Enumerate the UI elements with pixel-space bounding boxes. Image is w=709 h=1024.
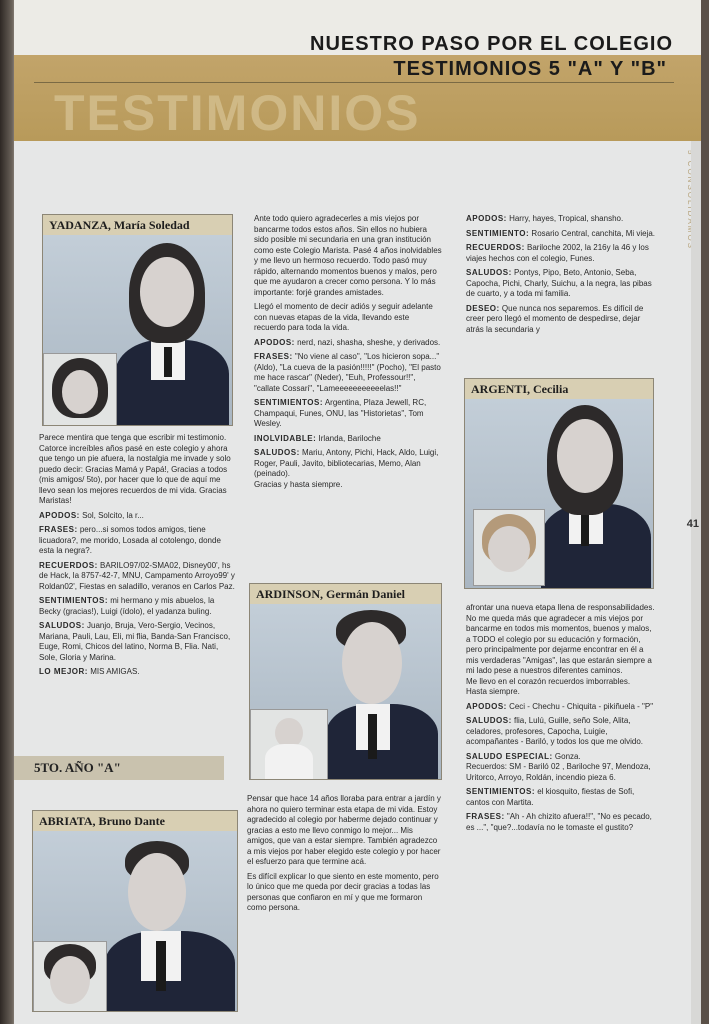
portrait-card-abriata — [32, 810, 238, 1012]
student-name: ABRIATA, Bruno Dante — [33, 811, 237, 831]
portrait-card-argenti — [464, 378, 654, 589]
testimonial-ardinson: Pensar que hace 14 años lloraba para entrar a jardín y ahora no quiero terminar esta etapa de mi vida. Estoy agradecido al colegio por haberme dejado continuar y gracias a esto me llevo conmigo lo mejor... Mis amigos, que van a estar siempre. También agradezco a mis viejos por haber elegido este colegio y por hacer el esfuerzo para que termine acá. Es difícil explicar lo que siento en este momento, pero lo único que me queda por decir gracias a todas las personas que confiaron en mí y que me formaron como persona. — [247, 794, 441, 912]
childhood-photo — [250, 709, 328, 779]
student-photo — [465, 399, 653, 588]
student-photo — [250, 604, 441, 779]
testimonial-argenti: afrontar una nueva etapa llena de responsabilidades. No me queda más que agradecer a mis viejos por bancarme en todos mis momentos, buenos y malos, a TODO el colegio por su educación y formación, pero principalmente por dejarme encontrar en él a mis verdaderas "Amigas", las que estarán siempre a mi lado pese a nuestros diferentes caminos. Me llevo en el corazón recuerdos imborrables. Hasta siempre. APODOS: Ceci - Chechu - Chiquita - pikiñuela - "P" SALUDOS: flia, Lulú, Guille, seño Sole, Alita, celadores, profesores, Capocha, Luigie, acompañantes - Bariló, y todos los que me olvido. SALUDO ESPECIAL: Gonza. Recuerdos: SM - Bariló 02 , Bariloche 97, Mendoza, Uritorco, Arroyo, Roldán, incendio pieza 6. SENTIMIENTOS: el kiosquito, fiestas de Sofi, cantos con Martita. FRASES: "Ah - Ah chizito afuera!!", "No es pecado, es ...", "que?...todavía no le tomaste el gustito? — [466, 603, 655, 832]
magazine-page — [14, 0, 701, 1024]
testimonial-column-2: Ante todo quiero agradecerles a mis viejos por bancarme todos estos años. Sin ellos no hubiera sido posible mi secundaria en una gran institución como este Colegio Marista. Pasé 4 años inolvidables y me llevo un hermoso recuerdo. Todo pasó muy rápido, alternando momentos buenos y malos, pero que me ayudaron a crecer como persona. Y lo más importante: forjé grandes amistades. Llegó el momento de decir adiós y seguir adelante con nuevas etapas de la vida, llevando este recuerdo para toda la vida. APODOS: nerd, nazi, shasha, sheshe, y derivados. FRASES: "No viene al caso", "Los hicieron sopa..." (Aldo), "La cueva de la pasión!!!!!" (Pocho), "El pasto me hace rascar" (Neder), "Euh, Professour!!", "callate Cossari", "Lameeeeeeeeeeelas!!" SENTIMIENTOS: Argentina, Plaza Jewell, RC, Champaqui, Funes, ONU, las "Historietas", Tom Wesley. INOLVIDABLE: Irlanda, Bariloche SALUDOS: Mariu, Antony, Pichi, Hack, Aldo, Luigi, Roger, Pauli, Javito, bibliotecarias, Memo, Alan (peinado). Gracias y hasta siempre. — [254, 214, 442, 489]
testimonial-text: Parece mentira que tenga que escribir mi testimonio. Catorce increíbles años pasé en este colegio y ahora que tengo un pie afuera, la nostalgia me invade y solo puedo decir: Gracias Mamá y Papá!, Gracias a todos (mis amigos/ 5to), por hacer que lo que de aquí me llevo sean los mejores recuerdos de mi vida. Gracias Maristas! — [39, 433, 231, 505]
page-number: 41 — [686, 518, 699, 530]
childhood-photo — [473, 509, 545, 586]
student-name: ARGENTI, Cecilia — [465, 379, 653, 399]
header-rule — [34, 82, 674, 83]
childhood-photo — [33, 941, 107, 1011]
header-watermark: TESTIMONIOS — [54, 85, 421, 141]
portrait-card-ardinson — [249, 583, 442, 780]
testimonial-column-3: APODOS: Harry, hayes, Tropical, shansho. SENTIMIENTO: Rosario Central, canchita, Mi vieja. RECUERDOS: Bariloche 2002, la 216y la 46 y los viajes hechos con el colegio, Funes. SALUDOS: Pontys, Pipo, Beto, Antonio, Seba, Capocha, Pichi, Charly, Suichu, a la negra, las pibas de cuarto, y a toda mi familia. DESEO: Que nunca nos separemos. Es difícil de creer pero llegó el momento de despedirse, dejar atrás la secundaria y — [466, 214, 656, 334]
childhood-photo — [43, 353, 117, 425]
student-photo — [33, 831, 237, 1011]
page-subtitle: TESTIMONIOS 5 "A" Y "B" — [393, 58, 667, 80]
testimonial-yadanza: Parece mentira que tenga que escribir mi testimonio. Catorce increíbles años pasé en este colegio y ahora que tengo un pie afuera, la nostalgia me invade y solo puedo decir: Gracias Mamá y Papá!, Gracias a todos (mis amigos/ 5to), por hacer que lo que de aquí me llevo sean los mejores recuerdos de mi vida. Gracias Maristas! APODOS: Sol, Solcito, la r... FRASES: pero...si somos todos amigos, tiene licuadora?, me morido, Losada al cotolengo, donde esta la negra?. RECUERDOS: BARILO97/02-SMA02, Disney00', hs de Hack, la 8757-42-7, MNU, Campamento Arroyo99' y Roldan02', Fiestas en saladillo, veranos en Carlos Paz. SENTIMIENTOS: mi hermano y mis abuelos, la Becky (gracias!), Luigi (ídolo), el yadanza buling. SALUDOS: Juanjo, Bruja, Vero-Sergio, Vecinos, Mariana, Pauli, Lau, Eli, mi flia, Banda-San Francisco, Euge, Romi, Chicos del latino, Norma B, Flia. Nati, Sole, Gloria y Marina. LO MEJOR: MIS AMIGAS. — [39, 433, 235, 676]
student-photo — [43, 235, 232, 425]
student-name: YADANZA, María Soledad — [43, 215, 232, 235]
section-heading: 5TO. AÑO "A" — [14, 756, 224, 780]
student-name: ARDINSON, Germán Daniel — [250, 584, 441, 604]
portrait-card-yadanza — [42, 214, 233, 426]
page-title: NUESTRO PASO POR EL COLEGIO — [310, 33, 673, 55]
page-edge — [691, 141, 701, 1024]
